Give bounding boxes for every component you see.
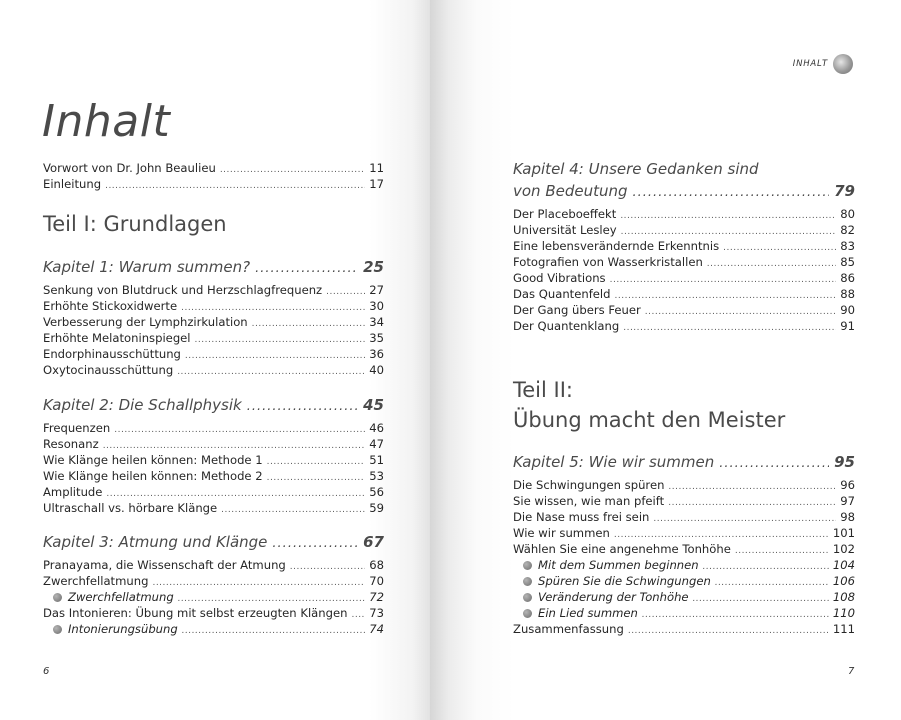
chapter-heading[interactable]: Kapitel 3: Atmung und Klänge ..... 67	[43, 531, 384, 555]
chapter-heading-line1[interactable]: Kapitel 4: Unsere Gedanken sind	[513, 160, 759, 178]
toc-entry[interactable]: Senkung von Blutdruck und Herzschlagfrequenz ..... 27	[43, 282, 384, 298]
toc-entry[interactable]: Good Vibrations ..... 86	[513, 270, 855, 286]
toc-subentry[interactable]: Zwerchfellatmung ..... 72	[43, 589, 384, 605]
left-page	[0, 0, 430, 720]
bullet-icon	[523, 593, 532, 602]
toc-entry[interactable]: Pranayama, die Wissenschaft der Atmung ..... 68	[43, 557, 384, 573]
toc-entry[interactable]: Endorphinausschüttung ..... 36	[43, 346, 384, 362]
running-header	[793, 54, 853, 74]
toc-entry[interactable]: Eine lebensverändernde Erkenntnis ..... 83	[513, 238, 855, 254]
bullet-icon	[523, 609, 532, 618]
toc-entry[interactable]: Der Gang übers Feuer ..... 90	[513, 302, 855, 318]
toc-entry[interactable]: Einleitung ..... 17	[43, 176, 384, 192]
toc-subentry[interactable]: Ein Lied summen ..... 110	[513, 605, 855, 621]
toc-entry[interactable]: Universität Lesley ..... 82	[513, 222, 855, 238]
chapter-2	[43, 394, 384, 516]
chapter-1	[43, 256, 384, 378]
page-number: 6	[43, 666, 50, 677]
toc-entry[interactable]: Wie Klänge heilen können: Methode 1 ..... 51	[43, 452, 384, 468]
part-heading-line1: Teil II:	[513, 378, 573, 402]
part-heading-line2: Übung macht den Meister	[513, 408, 786, 432]
toc-entry[interactable]: Das Intonieren: Übung mit selbst erzeugten Klängen ..... 73	[43, 605, 384, 621]
toc-entry[interactable]: Frequenzen ..... 46	[43, 420, 384, 436]
toc-entry[interactable]: Zusammenfassung ..... 111	[513, 621, 855, 637]
toc-entry[interactable]: Oxytocinausschüttung ..... 40	[43, 362, 384, 378]
page-number: 7	[848, 666, 855, 677]
toc-entry[interactable]: Sie wissen, wie man pfeift ..... 97	[513, 493, 855, 509]
toc-subentry[interactable]: Veränderung der Tonhöhe ..... 108	[513, 589, 855, 605]
toc-entry[interactable]: Erhöhte Stickoxidwerte ..... 30	[43, 298, 384, 314]
bullet-icon	[53, 625, 62, 634]
toc-entry[interactable]: Resonanz ..... 47	[43, 436, 384, 452]
part-heading: Teil I: Grundlagen	[43, 212, 227, 236]
toc-entry[interactable]: Das Quantenfeld ..... 88	[513, 286, 855, 302]
bullet-icon	[53, 593, 62, 602]
chapter-5	[513, 451, 855, 637]
toc-subentry[interactable]: Spüren Sie die Schwingungen ..... 106	[513, 573, 855, 589]
chapter-heading[interactable]: Kapitel 1: Warum summen? ..... 25	[43, 256, 384, 280]
toc-entry[interactable]: Der Quantenklang ..... 91	[513, 318, 855, 334]
toc-subentry[interactable]: Mit dem Summen beginnen ..... 104	[513, 557, 855, 573]
chapter-4	[513, 158, 855, 334]
toc-entry[interactable]: Erhöhte Melatoninspiegel ..... 35	[43, 330, 384, 346]
part-heading	[513, 377, 785, 433]
right-page	[430, 0, 901, 720]
toc-entry[interactable]: Fotografien von Wasserkristallen ..... 85	[513, 254, 855, 270]
header-disc-icon	[833, 54, 853, 74]
toc-entry[interactable]: Verbesserung der Lymphzirkulation ..... 34	[43, 314, 384, 330]
chapter-heading[interactable]: von Bedeutung ..... 79	[513, 180, 855, 204]
bullet-icon	[523, 577, 532, 586]
bullet-icon	[523, 561, 532, 570]
chapter-3	[43, 531, 384, 637]
toc-entry[interactable]: Wählen Sie eine angenehme Tonhöhe ..... 102	[513, 541, 855, 557]
header-label: INHALT	[792, 59, 828, 69]
front-matter	[43, 160, 384, 192]
toc-entry[interactable]: Amplitude ..... 56	[43, 484, 384, 500]
toc-entry[interactable]: Die Nase muss frei sein ..... 98	[513, 509, 855, 525]
toc-entry[interactable]: Der Placeboeffekt ..... 80	[513, 206, 855, 222]
toc-entry[interactable]: Wie wir summen ..... 101	[513, 525, 855, 541]
toc-entry[interactable]: Wie Klänge heilen können: Methode 2 ..... 53	[43, 468, 384, 484]
toc-subentry[interactable]: Intonierungsübung ..... 74	[43, 621, 384, 637]
chapter-heading[interactable]: Kapitel 2: Die Schallphysik ..... 45	[43, 394, 384, 418]
toc-entry[interactable]: Die Schwingungen spüren ..... 96	[513, 477, 855, 493]
toc-entry[interactable]: Vorwort von Dr. John Beaulieu ..... 11	[43, 160, 384, 176]
page-title: Inhalt	[42, 96, 171, 147]
chapter-heading[interactable]: Kapitel 5: Wie wir summen ..... 95	[513, 451, 855, 475]
toc-entry[interactable]: Ultraschall vs. hörbare Klänge ..... 59	[43, 500, 384, 516]
toc-entry[interactable]: Zwerchfellatmung ..... 70	[43, 573, 384, 589]
